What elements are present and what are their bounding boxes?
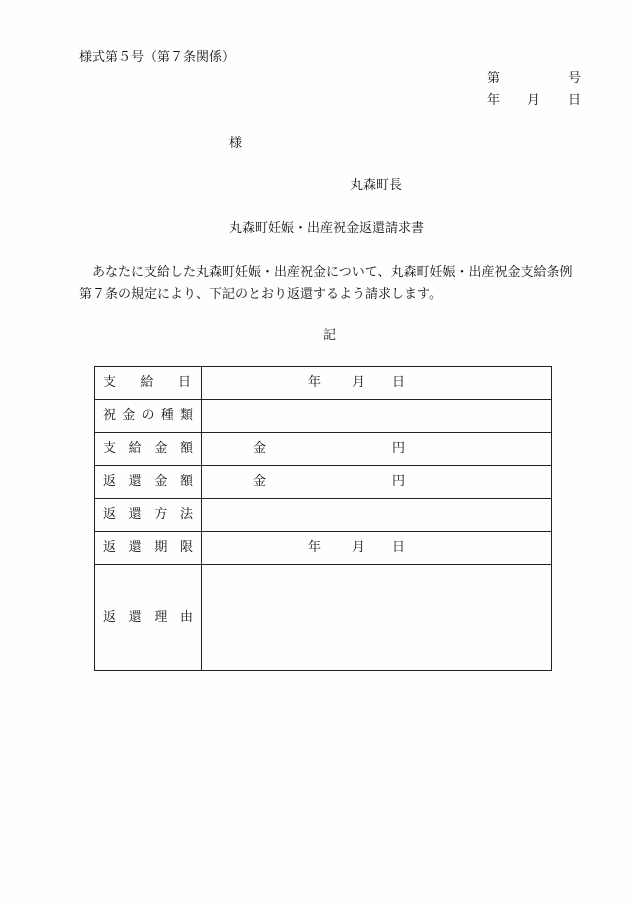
label-char: 金 — [154, 474, 168, 489]
row-label — [95, 499, 202, 532]
issuer: 丸森町長 — [350, 178, 403, 193]
ki-heading: 記 — [323, 328, 337, 343]
form-number: 様式第５号（第７条関係） — [79, 50, 236, 65]
kin-label: 金 — [253, 441, 267, 456]
month-label: 月 — [352, 540, 366, 555]
label-char: 金 — [154, 441, 168, 456]
doc-number-suffix: 号 — [568, 71, 582, 86]
return-deadline-field[interactable] — [202, 532, 552, 565]
label-char: 返 — [103, 507, 117, 522]
label-char: 返 — [103, 540, 117, 555]
label-char: 種 — [160, 408, 174, 423]
year-label: 年 — [308, 540, 322, 555]
body-text: あなたに支給した丸森町妊娠・出産祝金について、丸森町妊娠・出産祝金支給条例第７条の規定により、下記のとおり返還するよう請求します。 — [79, 265, 573, 302]
form-table — [94, 366, 552, 671]
return-amount-field[interactable] — [202, 466, 552, 499]
label-char: 支 — [103, 441, 117, 456]
table-row-return-method — [95, 499, 552, 532]
kin-label: 金 — [253, 474, 267, 489]
table-row-return-deadline — [95, 532, 552, 565]
row-label — [95, 466, 202, 499]
label-char: 額 — [179, 441, 193, 456]
label-char: 限 — [179, 540, 193, 555]
table-row-payment-date — [95, 367, 552, 400]
label-char: 還 — [128, 609, 142, 625]
label-char: 方 — [154, 507, 168, 522]
day-label: 日 — [392, 540, 406, 555]
label-char: 還 — [128, 507, 142, 522]
yen-label: 円 — [392, 441, 406, 456]
date-day-label: 日 — [568, 93, 582, 108]
label-char: 額 — [179, 474, 193, 489]
label-char: 返 — [103, 609, 117, 625]
label-char: 期 — [154, 540, 168, 555]
row-label — [95, 433, 202, 466]
label-char: 金 — [122, 408, 136, 423]
row-label — [95, 400, 202, 433]
addressee-suffix: 様 — [229, 136, 243, 151]
gift-type-field[interactable] — [202, 400, 552, 433]
payment-date-field[interactable] — [202, 367, 552, 400]
year-label: 年 — [308, 375, 322, 390]
row-label — [95, 367, 202, 400]
return-reason-field[interactable] — [202, 565, 552, 671]
table-row-payment-amount — [95, 433, 552, 466]
document-title: 丸森町妊娠・出産祝金返還請求書 — [229, 221, 425, 236]
label-char: 日 — [177, 375, 191, 390]
month-label: 月 — [352, 375, 366, 390]
doc-number-prefix: 第 — [487, 71, 501, 86]
row-label — [95, 565, 202, 671]
label-char: 還 — [128, 540, 142, 555]
table-row-return-amount — [95, 466, 552, 499]
date-month-label: 月 — [527, 93, 541, 108]
label-char: 由 — [179, 609, 193, 625]
label-char: 理 — [154, 609, 168, 625]
label-char: 祝 — [103, 408, 117, 423]
label-char: の — [141, 408, 155, 423]
day-label: 日 — [392, 375, 406, 390]
label-char: 給 — [140, 375, 154, 390]
label-char: 支 — [103, 375, 117, 390]
table-row-return-reason — [95, 565, 552, 671]
return-method-field[interactable] — [202, 499, 552, 532]
label-char: 返 — [103, 474, 117, 489]
label-char: 還 — [128, 474, 142, 489]
label-char: 法 — [179, 507, 193, 522]
label-char: 給 — [128, 441, 142, 456]
yen-label: 円 — [392, 474, 406, 489]
row-label — [95, 532, 202, 565]
date-year-label: 年 — [487, 93, 501, 108]
table-row-gift-type — [95, 400, 552, 433]
payment-amount-field[interactable] — [202, 433, 552, 466]
label-char: 類 — [179, 408, 193, 423]
